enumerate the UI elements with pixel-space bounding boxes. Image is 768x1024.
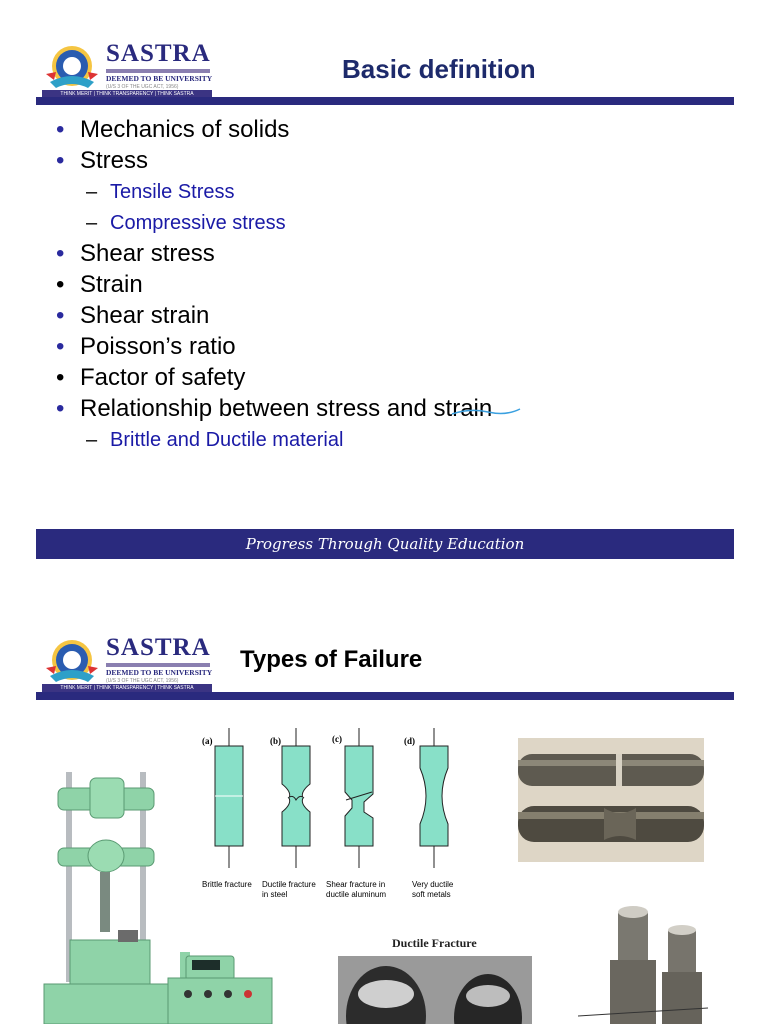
logo-deemed: DEEMED TO BE UNIVERSITY — [106, 668, 213, 677]
diagram-label-d: (d) — [404, 736, 415, 746]
diagram-label-b: (b) — [270, 736, 281, 746]
definition-list — [56, 116, 492, 457]
logo-stripe — [106, 663, 210, 667]
slide-title: Basic definition — [342, 54, 536, 84]
diagram-label-c: (c) — [332, 734, 342, 744]
ductile-fracture-photo — [338, 956, 532, 1024]
list-item: • Shear strain — [56, 302, 210, 329]
diagram-label-a: (a) — [202, 736, 213, 746]
footer-motto: Progress Through Quality Education — [245, 535, 525, 553]
slide-types-of-failure — [0, 580, 768, 1024]
list-subitem: – Compressive stress — [86, 212, 286, 234]
fractured-rod-photo — [518, 738, 704, 862]
caption-very-ductile: Very ductile soft metals — [412, 880, 454, 899]
fracture-types-diagram — [196, 728, 466, 908]
caption-brittle: Brittle fracture — [202, 880, 252, 889]
list-item: • Mechanics of solids — [56, 116, 290, 143]
logo-ugc: (U/S 3 OF THE UGC ACT, 1956) — [106, 678, 179, 684]
ink-underline-icon — [450, 406, 522, 416]
logo-motto: THINK MERIT | THINK TRANSPARENCY | THINK SASTRA — [42, 90, 212, 98]
list-item: • Stress — [56, 147, 149, 174]
sastra-logo — [40, 40, 212, 98]
fracture-specimens-icon — [196, 728, 466, 873]
list-item: • Relationship between stress and strain — [56, 395, 493, 422]
logo-name: SASTRA — [106, 40, 211, 67]
footer-bar — [36, 529, 734, 559]
list-item: • Poisson’s ratio — [56, 333, 236, 360]
logo-stripe — [106, 69, 210, 73]
list-subitem: – Tensile Stress — [86, 181, 235, 203]
logo-name: SASTRA — [106, 634, 211, 661]
sastra-logo — [40, 634, 212, 692]
logo-deemed: DEEMED TO BE UNIVERSITY — [106, 74, 213, 83]
slide-title: Types of Failure — [240, 646, 423, 673]
caption-shear: Shear fracture in ductile aluminum — [326, 880, 387, 899]
logo-ugc: (U/S 3 OF THE UGC ACT, 1956) — [106, 84, 179, 90]
control-unit-image — [166, 948, 274, 1024]
fractured-specimens-photo — [578, 898, 708, 1024]
title-divider — [36, 97, 734, 105]
list-item: • Factor of safety — [56, 364, 246, 391]
title-divider — [36, 692, 734, 700]
list-subitem: – Brittle and Ductile material — [86, 429, 344, 451]
list-item: • Shear stress — [56, 240, 215, 267]
sastra-emblem-icon — [44, 44, 100, 92]
ductile-fracture-title: Ductile Fracture — [392, 936, 477, 950]
logo-motto: THINK MERIT | THINK TRANSPARENCY | THINK SASTRA — [42, 684, 212, 692]
caption-ductile-steel: Ductile fracture in steel — [262, 880, 316, 899]
sastra-emblem-icon — [44, 638, 100, 686]
list-item: • Strain — [56, 271, 143, 298]
